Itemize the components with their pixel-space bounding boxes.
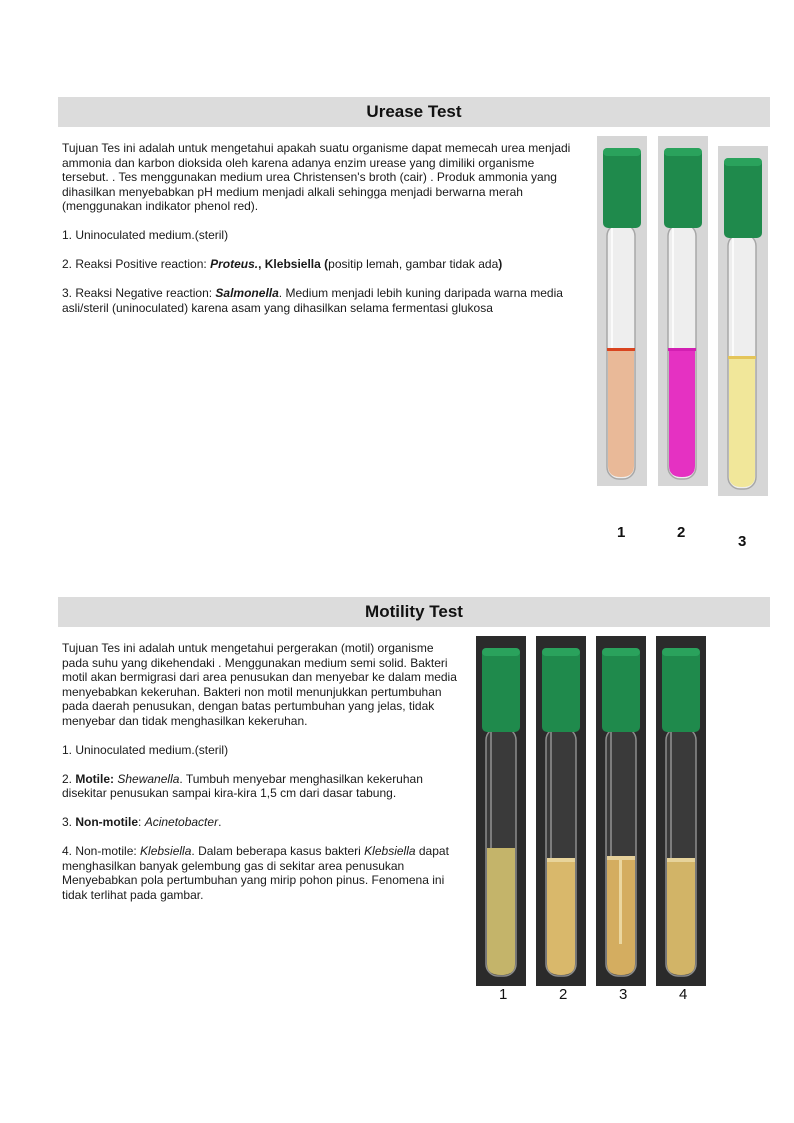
- urease-item-3: [62, 286, 584, 315]
- urease-item-2-sep: ,: [258, 257, 265, 271]
- motility-item-4-organism-2: Klebsiella: [364, 844, 416, 858]
- motility-tube-photo-3: [596, 636, 646, 986]
- urease-intro: Tujuan Tes ini adalah untuk mengetahui apakah suatu organisme dapat memecah urea menjadi ammonia dan karbon dioksida oleh karena adanya enzim urease yang dimiliki organisme tersebut. . Tes menggunakan medium urea Christensen's broth (cair) . Produk ammonia yang dihasilkan menyebabkan pH medium menjadi alkali sehingga menjadi berwarna merah (menggunakan indikator phenol red).: [62, 141, 571, 213]
- motility-medium-4: [667, 858, 695, 975]
- motility-cap-2: [542, 648, 580, 732]
- urease-item-2-open: (: [320, 257, 329, 271]
- motility-tube-2: [536, 636, 586, 986]
- motility-tube-photo-1: [476, 636, 526, 986]
- urease-text: [62, 141, 584, 330]
- motility-intro: Tujuan Tes ini adalah untuk mengetahui pergerakan (motil) organisme pada suhu yang dikehendaki . Menggunakan medium semi solid. Bakteri motil akan bermigrasi dari area penusukan dan menyebar ke dalam media menyebabkan kekeruhan. Bakteri non motil menunjukkan pertumbuhan pada daerah penusukan, dengan batas pertumbuhan yang jelas, tidak menyebar dan tidak menghasilkan kekeruhan.: [62, 641, 457, 728]
- motility-item-2: [62, 772, 460, 801]
- motility-item-4-prefix: 4. Non-motile:: [62, 844, 141, 858]
- motility-tube-3: [596, 636, 646, 986]
- motility-item-2-label: Motile:: [75, 771, 115, 786]
- urease-item-2-close: ): [498, 257, 503, 271]
- motility-cap-1: [482, 648, 520, 732]
- urease-cap-2: [664, 148, 702, 228]
- urease-tube-photo-2: [658, 136, 708, 486]
- urease-item-3-organism: Salmonella: [215, 286, 279, 300]
- urease-tube-1: [597, 136, 647, 486]
- urease-item-2-note: positip lemah, gambar tidak ada: [328, 257, 499, 271]
- urease-tube-photo-3: [718, 146, 768, 496]
- urease-tube-photo-1: [597, 136, 647, 486]
- motility-cap-3: [602, 648, 640, 732]
- motility-item-3-sep: :: [138, 815, 145, 829]
- urease-tube-label-1: 1: [617, 524, 626, 541]
- urease-section-title: [58, 97, 770, 127]
- motility-tube-1: [476, 636, 526, 986]
- motility-item-2-num: 2.: [62, 771, 76, 786]
- motility-title: Motility Test: [365, 602, 463, 621]
- urease-tube-3: [718, 146, 768, 496]
- urease-tube-label-2: 2: [677, 524, 686, 541]
- urease-medium-1: [608, 350, 634, 477]
- motility-item-4: [62, 844, 460, 902]
- urease-item-2: [62, 257, 584, 272]
- motility-item-4-mid: . Dalam beberapa kasus bakteri: [191, 844, 365, 858]
- motility-text: [62, 641, 460, 917]
- motility-tube-label-4: 4: [679, 986, 688, 1003]
- urease-item-2-organism-2: Klebsiella: [264, 257, 321, 271]
- motility-tube-photo-2: [536, 636, 586, 986]
- motility-tube-label-2: 2: [559, 986, 568, 1003]
- motility-medium-1: [487, 848, 515, 975]
- motility-item-1: 1. Uninoculated medium.(steril): [62, 742, 229, 757]
- motility-item-4-text: dapat menghasilkan banyak gelembung gas di sekitar area penusukan Menyebabkan pola pertumbuhan yang mirip pohon pinus. Fenomena ini tidak terlihat pada gambar.: [62, 844, 449, 902]
- urease-item-2-organism-1: Proteus.: [210, 257, 259, 271]
- urease-cap-3: [724, 158, 762, 238]
- motility-section-title: [58, 597, 770, 627]
- motility-tube-label-1: 1: [499, 986, 508, 1003]
- urease-item-2-prefix: 2. Reaksi Positive reaction:: [62, 257, 211, 271]
- motility-item-4-organism: Klebsiella: [140, 844, 192, 858]
- urease-tube-2: [658, 136, 708, 486]
- urease-cap-1: [603, 148, 641, 228]
- motility-item-3-num: 3.: [62, 815, 76, 829]
- urease-medium-2: [669, 350, 695, 477]
- motility-cap-4: [662, 648, 700, 732]
- urease-tube-label-3: 3: [738, 533, 747, 550]
- motility-tube-photo-4: [656, 636, 706, 986]
- urease-item-3-prefix: 3. Reaksi Negative reaction:: [62, 286, 216, 300]
- motility-item-3-end: .: [218, 815, 222, 829]
- motility-item-3: [62, 815, 460, 830]
- motility-item-3-label: Non-motile: [75, 815, 139, 829]
- urease-medium-3: [729, 358, 755, 487]
- motility-tube-4: [656, 636, 706, 986]
- motility-item-3-organism: Acinetobacter: [144, 815, 219, 829]
- urease-item-1: 1. Uninoculated medium.(steril): [62, 228, 229, 242]
- motility-item-2-organism: Shewanella: [117, 771, 180, 786]
- motility-medium-2: [547, 858, 575, 975]
- urease-title: Urease Test: [366, 102, 462, 121]
- urease-item-3-text: . Medium menjadi lebih kuning daripada warna media asli/steril (uninoculated) karena asam yang dihasilkan selama fermentasi glukosa: [62, 286, 563, 315]
- motility-tube-label-3: 3: [619, 986, 628, 1003]
- motility-item-2-text: . Tumbuh menyebar menghasilkan kekeruhan disekitar penusukan sampai kira-kira 1,5 cm dari dasar tabung.: [62, 771, 423, 800]
